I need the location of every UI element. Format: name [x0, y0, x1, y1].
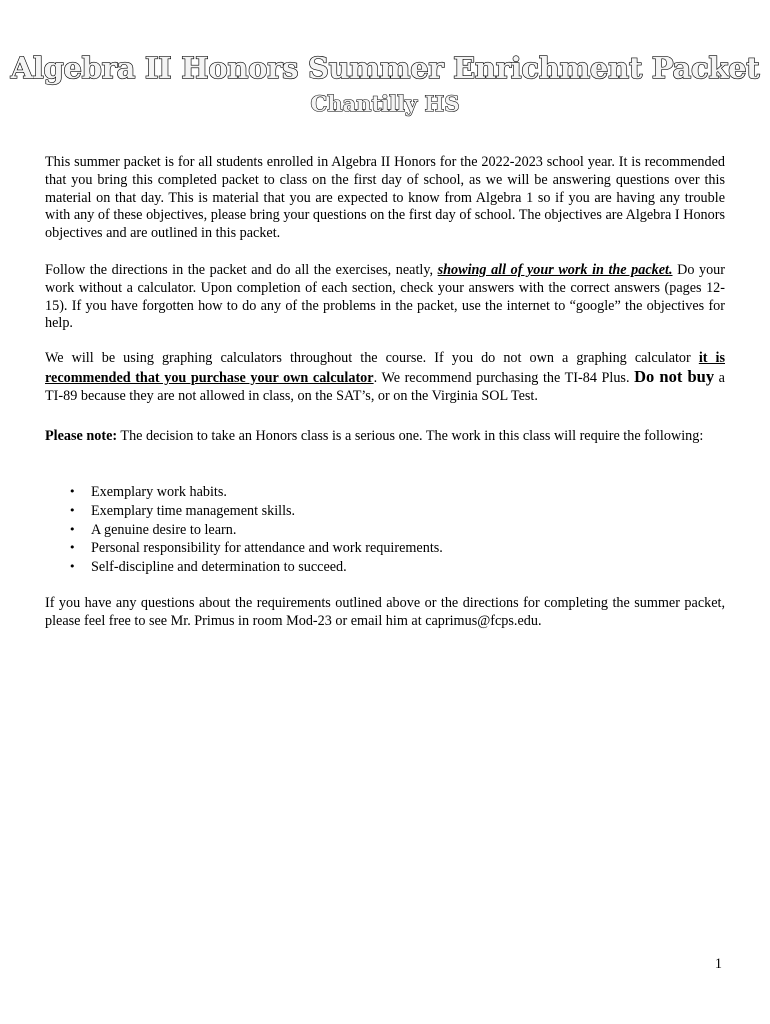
directions-text-before: Follow the directions in the packet and do all the exercises, neatly,: [45, 262, 438, 278]
directions-paragraph: [45, 262, 725, 333]
directions-text-after: Do your work without a calculator. Upon completion of each section, check your answers with the correct answers (pages 12-15). If you have forgotten how to do any of the problems in the packet, use the internet to “google” the objectives for help.: [45, 262, 725, 332]
intro-paragraph: This summer packet is for all students enrolled in Algebra II Honors for the 2022-2023 school year. It is recommended that you bring this completed packet to class on the first day of school, as we will be answering questions over this material on that day. This is material that you are expected to know from Algebra 1 so if you are having any trouble with any of these objectives, please bring your questions on the first day of school. The objectives are Algebra I Honors objectives and are outlined in this packet.: [45, 154, 725, 242]
list-item-text: Self-discipline and determination to succeed.: [91, 559, 347, 576]
list-item: [45, 558, 685, 577]
requirements-list: [45, 483, 685, 577]
list-item: [45, 539, 685, 558]
bullet-icon: •: [69, 541, 76, 555]
document-subtitle: Chantilly HS: [310, 91, 460, 116]
directions-emphasis: showing all of your work in the packet.: [437, 262, 673, 278]
list-item-text: Exemplary time management skills.: [91, 502, 296, 519]
document-title: Algebra II Honors Summer Enrichment Packet: [10, 51, 760, 85]
note-text: The decision to take an Honors class is a serious one. The work in this class will require the following:: [117, 428, 704, 444]
list-item: [45, 502, 685, 521]
bullet-icon: •: [69, 522, 76, 536]
list-item-text: A genuine desire to learn.: [91, 521, 237, 538]
page-number: 1: [714, 956, 722, 972]
list-item-text: Personal responsibility for attendance and work requirements.: [91, 540, 443, 557]
calculator-text-after: a TI-89 because they are not allowed in class, on the SAT’s, or on the Virginia SOL Test.: [45, 369, 725, 404]
calculator-text-before: We will be using graphing calculators throughout the course. If you do not own a graphing calculator: [45, 350, 699, 366]
bullet-icon: •: [69, 503, 76, 517]
calculator-text-middle: . We recommend purchasing the TI-84 Plus.: [373, 369, 635, 386]
note-label: Please note:: [45, 428, 118, 444]
note-paragraph: [45, 428, 725, 446]
calculator-warning: Do not buy: [634, 366, 715, 386]
list-item-text: Exemplary work habits.: [91, 484, 227, 500]
bullet-icon: •: [69, 485, 76, 498]
calculator-emphasis: it is recommended that you purchase your own calculator: [45, 350, 725, 386]
bullet-icon: •: [69, 560, 76, 574]
list-item: [45, 483, 685, 502]
calculator-paragraph: [45, 350, 725, 405]
contact-paragraph: If you have any questions about the requirements outlined above or the directions for completing the summer packet, please feel free to see Mr. Primus in room Mod-23 or email him at caprimus@fcps.edu.: [45, 595, 725, 629]
list-item: [45, 521, 685, 540]
